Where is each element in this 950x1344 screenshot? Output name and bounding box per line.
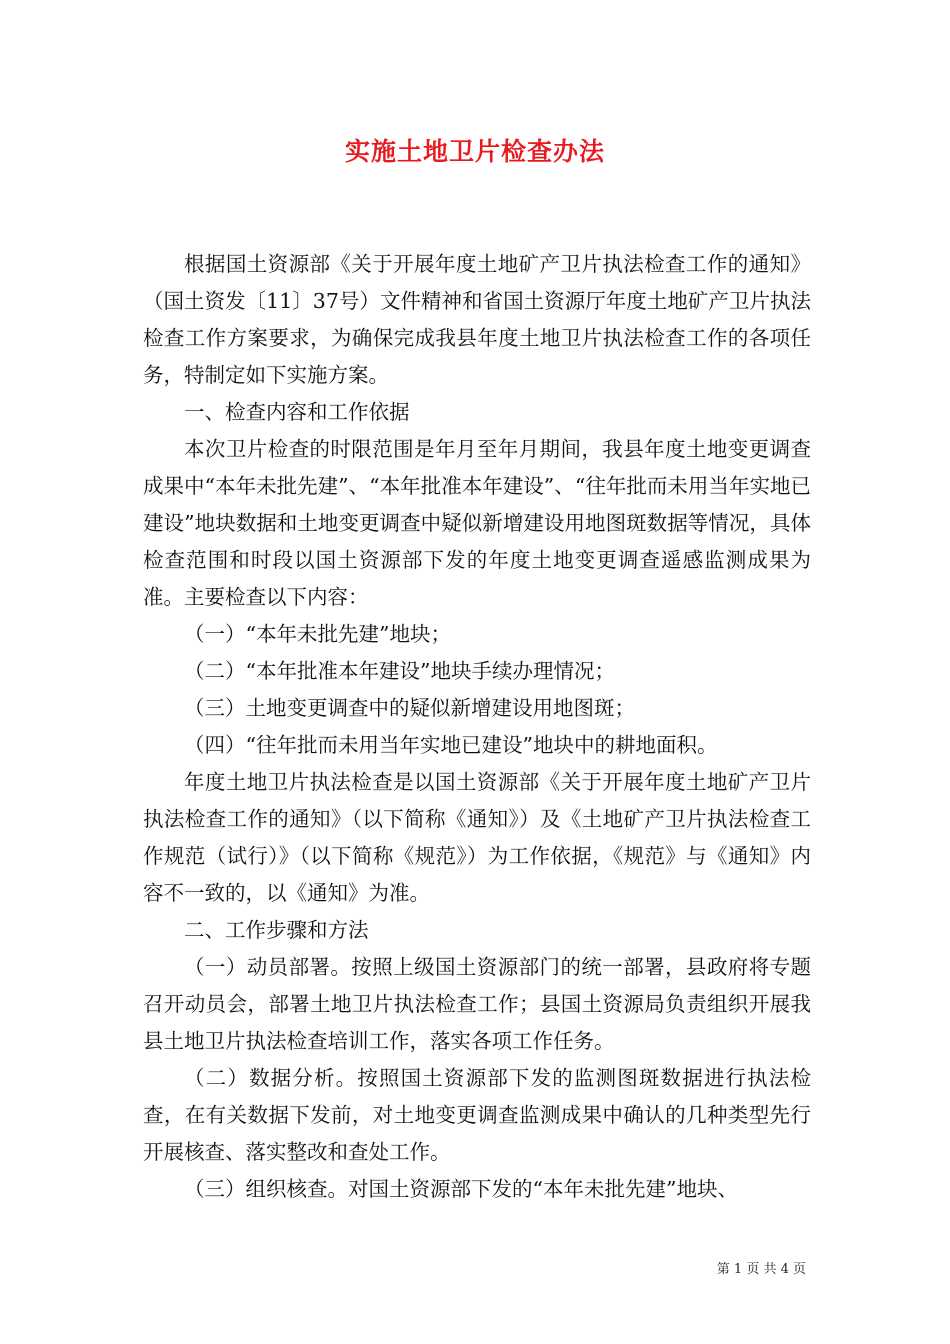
- section-heading-2: 二、工作步骤和方法: [184, 918, 369, 942]
- list-item-2: （二）“本年批准本年建设”地块手续办理情况；: [184, 659, 615, 683]
- section-heading-1: 一、检查内容和工作依据: [184, 400, 410, 424]
- document-body: [143, 246, 811, 1208]
- paragraph-intro: 根据国土资源部《关于开展年度土地矿产卫片执法检查工作的通知》（国土资发〔11〕37号）文件精神和省国土资源厅年度土地矿产卫片执法检查工作方案要求，为确保完成我县年度土地卫片执法检查工作的各项任务，特制定如下实施方案。: [143, 252, 811, 387]
- paragraph-scope: 本次卫片检查的时限范围是年月至年月期间，我县年度土地变更调查成果中“本年未批先建”、“本年批准本年建设”、“往年批而未用当年实地已建设”地块数据和土地变更调查中疑似新增建设用地图斑数据等情况，具体检查范围和时段以国土资源部下发的年度土地变更调查遥感监测成果为准。主要检查以下内容：: [143, 437, 811, 609]
- page-footer: 第 1 页 共 4 页: [716, 1262, 806, 1277]
- list-item-4: （四）“往年批而未用当年实地已建设”地块中的耕地面积。: [184, 733, 718, 757]
- paragraph-step-3: （三）组织核查。对国土资源部下发的“本年未批先建”地块、: [184, 1177, 738, 1201]
- paragraph-step-2: （二）数据分析。按照国土资源部下发的监测图斑数据进行执法检查，在有关数据下发前，对土地变更调查监测成果中确认的几种类型先行开展核查、落实整改和查处工作。: [143, 1066, 811, 1164]
- document-title: 实施土地卫片检查办法: [344, 137, 605, 166]
- paragraph-basis: 年度土地卫片执法检查是以国土资源部《关于开展年度土地矿产卫片执法检查工作的通知》（以下简称《通知》）及《土地矿产卫片执法检查工作规范（试行）》（以下简称《规范》）为工作依据，《规范》与《通知》内容不一致的，以《通知》为准。: [143, 770, 811, 905]
- paragraph-step-1: （一）动员部署。按照上级国土资源部门的统一部署，县政府将专题召开动员会，部署土地卫片执法检查工作；县国土资源局负责组织开展我县土地卫片执法检查培训工作，落实各项工作任务。: [143, 955, 811, 1053]
- list-item-3: （三）土地变更调查中的疑似新增建设用地图斑；: [184, 696, 635, 720]
- list-item-1: （一）“本年未批先建”地块；: [184, 622, 451, 646]
